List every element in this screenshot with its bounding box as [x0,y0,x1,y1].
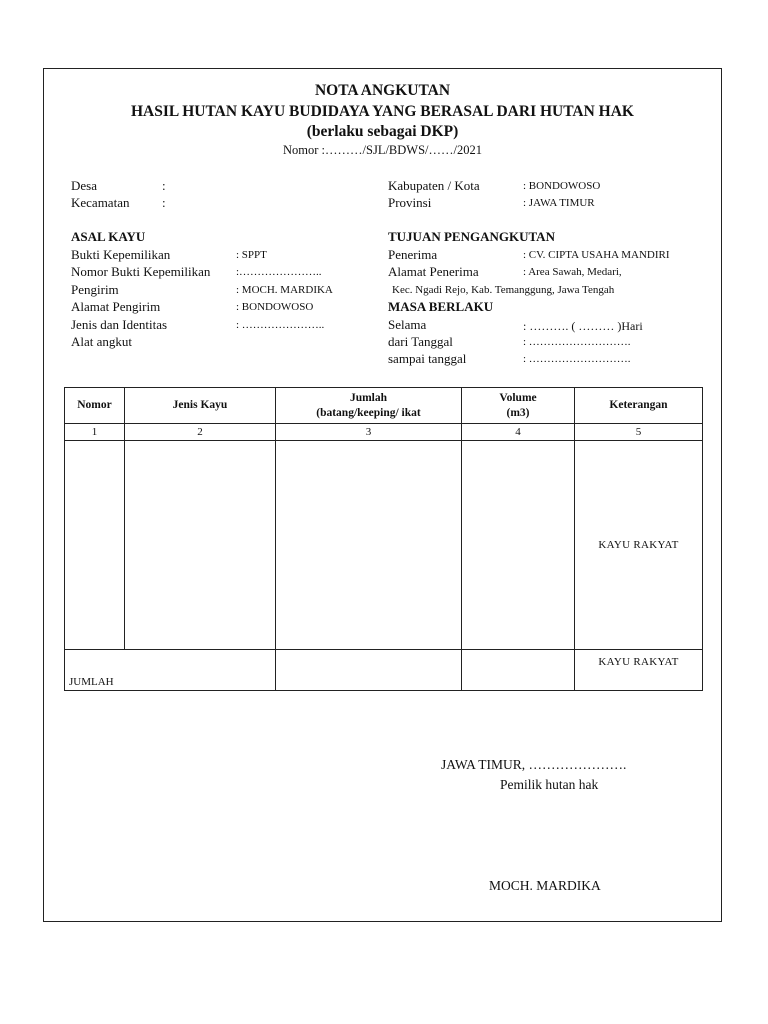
bukti-value: : SPPT [236,249,267,261]
header-jenis-kayu: Jenis Kayu [125,388,276,424]
cell-keterangan: KAYU RAKYAT [575,441,703,650]
sampai-tanggal-value: : ………………………. [523,353,631,365]
column-number: 1 [65,424,125,441]
kecamatan-label: Kecamatan [71,195,130,210]
header-volume-line1: Volume [499,391,537,404]
pengirim-label: Pengirim [71,282,119,297]
alamat-pengirim-label: Alamat Pengirim [71,299,161,314]
column-number-row [65,424,703,441]
table-total-row [65,650,703,691]
masa-berlaku-heading: MASA BERLAKU [388,299,494,314]
dari-tanggal-label: dari Tanggal [388,334,453,349]
cell-jenis-kayu [125,441,276,650]
cell-jumlah [276,441,462,650]
document-note: (berlaku sebagai DKP) [306,123,459,140]
header-jumlah-line2: (batang/keeping/ ikat [316,406,421,419]
kabupaten-value: : BONDOWOSO [523,180,601,192]
header-nomor: Nomor [65,388,125,424]
jenis-identitas-value: : ………………….. [236,319,325,331]
cell-volume [462,441,575,650]
nomor-bukti-label: Nomor Bukti Kepemilikan [71,264,211,279]
column-number: 2 [125,424,276,441]
header-keterangan: Keterangan [575,388,703,424]
jenis-identitas-label: Jenis dan Identitas [71,317,168,332]
column-number: 3 [276,424,462,441]
alamat-penerima-label: Alamat Penerima [388,264,479,279]
total-keterangan: KAYU RAKYAT [575,650,703,691]
column-number: 5 [575,424,703,441]
total-jumlah [276,650,462,691]
kecamatan-value: : [162,195,166,210]
table-row [65,441,703,650]
column-number: 4 [462,424,575,441]
asal-kayu-heading: ASAL KAYU [71,229,146,244]
desa-value: : [162,178,166,193]
desa-label: Desa [71,178,97,193]
total-volume [462,650,575,691]
bukti-label: Bukti Kepemilikan [71,247,171,262]
signature-role: Pemilik hutan hak [500,777,599,792]
document-subtitle: HASIL HUTAN KAYU BUDIDAYA YANG BERASAL DARI HUTAN HAK [130,103,634,120]
penerima-label: Penerima [388,247,438,262]
selama-label: Selama [388,317,427,332]
pengirim-value: : MOCH. MARDIKA [236,284,333,296]
alamat-penerima-value: : Area Sawah, Medari, [523,266,622,278]
nomor-bukti-value: :………………….. [236,266,322,278]
alat-angkut-label: Alat angkut [71,334,133,349]
provinsi-label: Provinsi [388,195,432,210]
document-number: Nomor :………/SJL/BDWS/……/2021 [283,143,482,157]
total-label: JUMLAH [65,650,276,691]
header-jumlah [276,388,462,424]
alamat-penerima-value-2: Kec. Ngadi Rejo, Kab. Temanggung, Jawa Tengah [392,284,615,296]
items-table [64,387,703,691]
header-jumlah-line1: Jumlah [349,391,388,404]
penerima-value: : CV. CIPTA USAHA MANDIRI [523,249,670,261]
cell-nomor [65,441,125,650]
document-title: NOTA ANGKUTAN [314,82,451,99]
table-header-row [65,388,703,424]
dari-tanggal-value: : ………………………. [523,336,631,348]
signature-name: MOCH. MARDIKA [489,878,601,893]
provinsi-value: : JAWA TIMUR [523,197,595,209]
sampai-tanggal-label: sampai tanggal [388,351,467,366]
kabupaten-label: Kabupaten / Kota [388,178,480,193]
alamat-pengirim-value: : BONDOWOSO [236,301,314,313]
selama-value: : ………. ( ……… )Hari [523,319,643,333]
signature-place-date: JAWA TIMUR, …………………. [441,757,627,772]
tujuan-heading: TUJUAN PENGANGKUTAN [388,229,555,244]
header-volume [462,388,575,424]
header-volume-line2: (m3) [506,406,530,419]
